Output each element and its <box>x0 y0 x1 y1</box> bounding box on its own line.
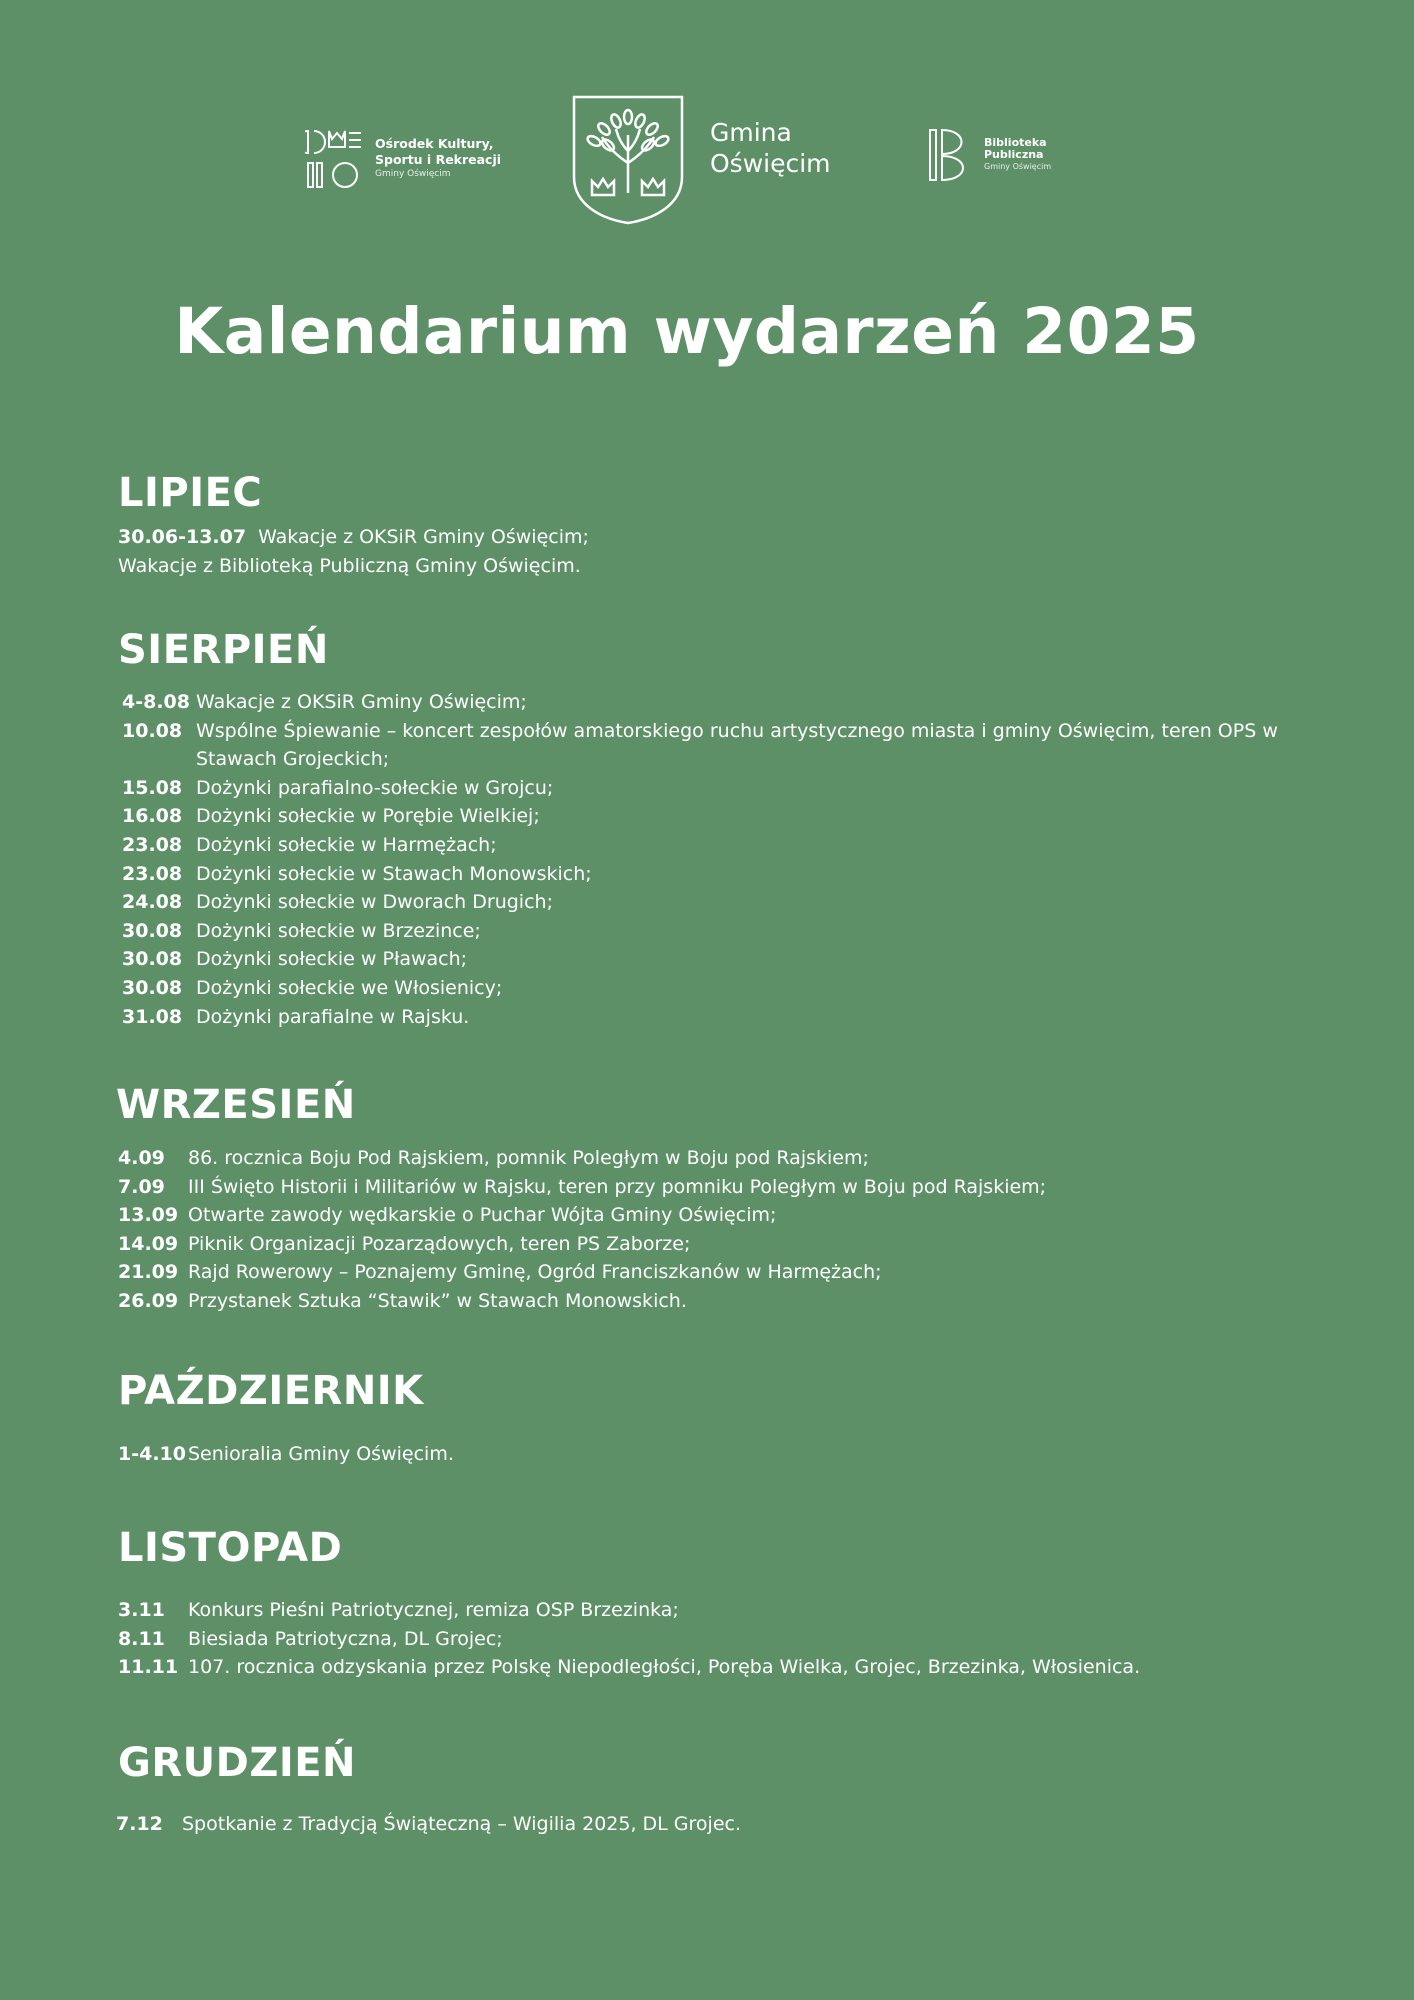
event-date: 30.08 <box>122 976 183 999</box>
biblioteka-line3: Gminy Oświęcim <box>984 162 1052 171</box>
event-date: 14.09 <box>118 1232 179 1255</box>
event-row <box>122 917 1362 946</box>
month-heading-lipiec: LIPIEC <box>118 470 263 516</box>
event-row <box>118 1440 1358 1469</box>
okso-name-line3: Gminy Oświęcim <box>375 168 451 179</box>
month-heading-listopad: LISTOPAD <box>118 1525 343 1571</box>
okso-name-line2: Sportu i Rekreacji <box>375 151 502 167</box>
okso-logo <box>305 127 501 189</box>
event-date: 10.08 <box>122 719 183 742</box>
event-row <box>118 1287 1368 1316</box>
event-text: Wakacje z Biblioteką Publiczną Gminy Oświęcim. <box>118 554 581 577</box>
event-row <box>122 717 1362 774</box>
event-date: 16.08 <box>122 805 183 828</box>
page-title: Kalendarium wydarzeń 2025 <box>174 295 1200 368</box>
events-grudzien <box>116 1810 1356 1839</box>
event-date: 7.12 <box>116 1813 163 1835</box>
event-text: Dożynki sołeckie w Porębie Wielkiej; <box>196 805 540 828</box>
event-date: 7.09 <box>118 1175 165 1198</box>
events-wrzesien <box>118 1144 1368 1316</box>
biblioteka-line1: Biblioteka <box>984 136 1047 149</box>
event-date: 31.08 <box>122 1005 183 1028</box>
event-date: 21.09 <box>118 1261 179 1284</box>
month-heading-wrzesien: WRZESIEŃ <box>116 1082 356 1128</box>
month-heading-grudzien: GRUDZIEŃ <box>118 1740 357 1786</box>
event-text: 86. rocznica Boju Pod Rajskiem, pomnik Poległym w Boju pod Rajskiem; <box>188 1147 869 1169</box>
event-date: 1-4.10 <box>118 1443 186 1465</box>
events-listopad <box>118 1596 1378 1682</box>
gmina-line2: Oświęcim <box>710 149 831 178</box>
biblioteka-logo <box>928 128 1051 182</box>
event-text: Wakacje z OKSiR Gminy Oświęcim; <box>258 526 589 548</box>
event-text: Spotkanie z Tradycją Świąteczną – Wigilia 2025, DL Grojec. <box>182 1813 742 1835</box>
event-row <box>118 1258 1368 1287</box>
event-text: Przystanek Sztuka “Stawik” w Stawach Monowskich. <box>188 1289 687 1312</box>
okso-mark-icon <box>305 127 363 189</box>
event-date: 23.08 <box>122 862 183 885</box>
tree-crest-icon <box>572 95 684 225</box>
event-date: 4-8.08 <box>122 691 190 713</box>
event-row <box>122 1003 1362 1032</box>
event-date: 4.09 <box>118 1147 165 1169</box>
event-text: Wakacje z OKSiR Gminy Oświęcim; <box>196 691 527 713</box>
gmina-crest <box>572 95 684 229</box>
event-text: Dożynki parafialno-sołeckie w Grojcu; <box>196 776 554 799</box>
gmina-logo-text <box>710 117 831 179</box>
event-text: Dożynki sołeckie w Stawach Monowskich; <box>196 862 592 885</box>
event-row <box>122 802 1362 831</box>
events-pazdziernik <box>118 1440 1358 1469</box>
event-row <box>116 1810 1356 1839</box>
event-text: Piknik Organizacji Pozarządowych, teren PS Zaborze; <box>188 1232 691 1255</box>
event-row <box>122 688 1362 717</box>
event-date: 30.08 <box>122 948 183 971</box>
event-row <box>118 523 1358 552</box>
event-row <box>118 1625 1378 1654</box>
event-row <box>122 831 1362 860</box>
event-date: 11.11 <box>118 1656 179 1679</box>
event-text: Senioralia Gminy Oświęcim. <box>188 1443 454 1465</box>
event-date: 13.09 <box>118 1204 179 1227</box>
event-date: 30.08 <box>122 919 183 942</box>
event-text: Dożynki sołeckie w Brzezince; <box>196 919 481 942</box>
event-row <box>118 1596 1378 1625</box>
event-text: III Święto Historii i Militariów w Rajsku, teren przy pomniku Poległym w Boju pod Rajskiem; <box>188 1175 1047 1198</box>
event-date: 23.08 <box>122 833 183 856</box>
header-logos <box>0 95 1414 235</box>
event-text: Biesiada Patriotyczna, DL Grojec; <box>188 1627 503 1650</box>
event-text: Dożynki sołeckie w Dworach Drugich; <box>196 891 553 914</box>
event-row <box>118 552 1358 581</box>
event-row <box>122 774 1362 803</box>
event-row <box>118 1173 1368 1202</box>
gmina-line1: Gmina <box>710 118 792 147</box>
events-sierpien <box>122 688 1362 1031</box>
event-text: Dożynki sołeckie we Włosienicy; <box>196 976 503 999</box>
event-date: 24.08 <box>122 891 183 914</box>
event-text: Dożynki parafialne w Rajsku. <box>196 1005 470 1028</box>
event-text: 107. rocznica odzyskania przez Polskę Niepodległości, Poręba Wielka, Grojec, Brzezinka, Włosienica. <box>188 1656 1141 1679</box>
event-row <box>122 860 1362 889</box>
month-heading-pazdziernik: PAŹDZIERNIK <box>118 1368 424 1414</box>
event-row <box>122 974 1362 1003</box>
event-text: Otwarte zawody wędkarskie o Puchar Wójta Gminy Oświęcim; <box>188 1204 777 1227</box>
events-lipiec <box>118 523 1358 580</box>
event-date: 30.06-13.07 <box>118 526 247 548</box>
event-text: Rajd Rowerowy – Poznajemy Gminę, Ogród Franciszkanów w Harmężach; <box>188 1261 882 1284</box>
event-text: Wspólne Śpiewanie – koncert zespołów amatorskiego ruchu artystycznego miasta i gminy Oświęcim, teren OPS w Stawach Grojeckich; <box>196 719 1278 771</box>
event-date: 26.09 <box>118 1289 179 1312</box>
okso-name-line1: Ośrodek Kultury, <box>375 135 494 151</box>
event-row <box>118 1201 1368 1230</box>
month-heading-sierpien: SIERPIEŃ <box>118 627 329 673</box>
event-text: Konkurs Pieśni Patriotycznej, remiza OSP Brzezinka; <box>188 1599 679 1621</box>
event-row <box>122 945 1362 974</box>
event-text: Dożynki sołeckie w Harmężach; <box>196 833 497 856</box>
event-date: 3.11 <box>118 1599 165 1621</box>
book-mark-icon <box>928 128 974 182</box>
event-date: 8.11 <box>118 1627 165 1650</box>
event-row <box>118 1144 1368 1173</box>
event-date: 15.08 <box>122 776 183 799</box>
event-row <box>118 1230 1368 1259</box>
event-row <box>122 888 1362 917</box>
event-text: Dożynki sołeckie w Pławach; <box>196 948 468 971</box>
event-row <box>118 1653 1378 1682</box>
biblioteka-line2: Publiczna <box>984 148 1044 161</box>
